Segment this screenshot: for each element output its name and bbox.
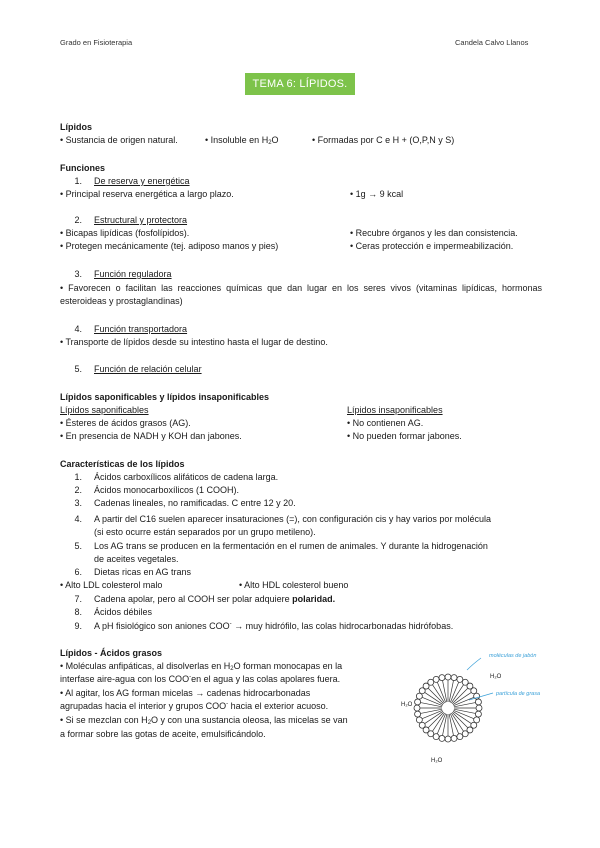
funcion-5-number: 5. bbox=[74, 364, 82, 374]
saponificables-item-2: • En presencia de NADH y KOH dan jabones. bbox=[60, 431, 242, 441]
fatty-acid-tail bbox=[454, 703, 476, 707]
label-particle: partícula de grasa bbox=[496, 691, 541, 697]
label-h2o-bottom: H₂O bbox=[431, 758, 443, 764]
insaponificables-item-2: • No pueden formar jabones. bbox=[347, 431, 462, 441]
caracteristica-number: 3. bbox=[74, 498, 82, 508]
funcion-4-title: Función transportadora bbox=[94, 324, 188, 334]
polar-head bbox=[415, 711, 421, 717]
funcion-2-title: Estructural y protectora bbox=[94, 215, 188, 225]
caracteristica-text-cont: de aceites vegetales. bbox=[94, 554, 179, 564]
fatty-acid-tail bbox=[454, 710, 474, 718]
polar-head bbox=[414, 705, 420, 711]
fatty-acid-tail bbox=[443, 714, 447, 736]
fatty-acid-tail bbox=[449, 681, 453, 703]
fatty-acid-tail bbox=[449, 714, 453, 736]
polar-head bbox=[415, 699, 421, 705]
polar-head bbox=[416, 717, 422, 723]
caracteristica-number: 9. bbox=[74, 621, 82, 631]
funcion-1-line-1: • Principal reserva energética a largo plazo. bbox=[60, 189, 234, 199]
header-left: Grado en Fisioterapia bbox=[60, 38, 133, 47]
acidos-paragraph-3a: • Si se mezclan con $H_2O$ y con una sustancia oleosa, las micelas se van bbox=[60, 715, 348, 726]
funcion-2-line-2: • Protegen mecánicamente (tej. adiposo manos y pies) bbox=[60, 241, 279, 251]
fatty-acid-tail bbox=[454, 697, 474, 705]
caracteristica-number: 4. bbox=[74, 514, 82, 524]
section-heading-acidos-grasos: Lípidos - Ácidos grasos bbox=[60, 648, 163, 658]
lipidos-bullet-2: • Insoluble en $H_2O$ bbox=[205, 135, 279, 146]
saponificables-title: Lípidos saponificables bbox=[60, 405, 149, 415]
section-heading-lipidos: Lípidos bbox=[60, 122, 92, 132]
fatty-acid-tail bbox=[454, 709, 476, 713]
lipidos-bullet-3: • Formadas por C e H + (O,P,N y S) bbox=[312, 135, 455, 145]
polar-head bbox=[476, 705, 482, 711]
section-heading-caracteristicas: Características de los lípidos bbox=[60, 459, 185, 469]
polar-head bbox=[457, 734, 463, 740]
hdl-bullet: • Alto HDL colesterol bueno bbox=[239, 580, 349, 590]
funcion-1-right-1: • 1g → 9 kcal bbox=[350, 189, 404, 199]
label-molecules: moléculas de jabón bbox=[489, 653, 537, 659]
header-right: Candela Calvo Llanos bbox=[455, 38, 529, 47]
funcion-1-number: 1. bbox=[74, 176, 82, 186]
label-h2o-top: H₂O bbox=[490, 674, 502, 680]
caracteristica-text: Los AG trans se producen en la fermentación en el rumen de animales. Y durante la hidrogenación bbox=[94, 541, 488, 551]
polar-head bbox=[451, 675, 457, 681]
saponificables-item-1: • Ésteres de ácidos grasos (AG). bbox=[60, 418, 191, 428]
fatty-acid-tail bbox=[421, 703, 443, 707]
acidos-paragraph-3c: a formar sobre las gotas de aceite, emulsificándolo. bbox=[60, 729, 266, 739]
funcion-2-right-1: • Recubre órganos y les dan consistencia. bbox=[350, 228, 518, 238]
polar-head bbox=[439, 675, 445, 681]
polar-head bbox=[439, 735, 445, 741]
funcion-1-title: De reserva y energética bbox=[94, 176, 190, 186]
acidos-paragraph-1b: interfase aire-agua con los COO-en el agua y las colas apolares fuera. bbox=[60, 674, 341, 684]
funcion-3-title: Función reguladora bbox=[94, 269, 172, 279]
acidos-paragraph-2a: • Al agitar, los AG forman micelas → cadenas hidrocarbonadas bbox=[60, 688, 311, 698]
section-heading-funciones: Funciones bbox=[60, 163, 106, 173]
lipidos-bullet-1: • Sustancia de origen natural. bbox=[60, 135, 178, 145]
fatty-acid-tail bbox=[422, 710, 442, 718]
funcion-2-number: 2. bbox=[74, 215, 82, 225]
funcion-3-text: • Favorecen o facilitan las reacciones químicas que dan lugar en los seres vivos (vitaminas lipídicas, hormonas esteroideas y prostaglandinas) bbox=[60, 283, 542, 306]
funcion-3-number: 3. bbox=[74, 269, 82, 279]
funcion-2-line-1: • Bicapas lipídicas (fosfolípidos). bbox=[60, 228, 190, 238]
polar-head bbox=[445, 674, 451, 680]
caracteristica-number: 6. bbox=[74, 567, 82, 577]
caracteristica-number: 5. bbox=[74, 541, 82, 551]
fatty-acid-tail bbox=[450, 682, 458, 702]
caracteristica-text: A partir del C16 suelen aparecer insaturaciones (=), con configuración cis y hay varios por molécula bbox=[94, 514, 491, 524]
polar-head bbox=[475, 699, 481, 705]
funcion-2-right-2: • Ceras protección e impermeabilización. bbox=[350, 241, 514, 251]
section-heading-saponificables: Lípidos saponificables y lípidos insaponificables bbox=[60, 392, 270, 402]
caracteristica-number: 7. bbox=[74, 594, 82, 604]
caracteristica-number: 8. bbox=[74, 607, 82, 617]
caracteristica-text: Cadena apolar, pero al COOH ser polar adquiere polaridad. bbox=[94, 594, 336, 604]
caracteristica-text: Ácidos monocarboxílicos (1 COOH). bbox=[94, 485, 240, 495]
acidos-paragraph-2b: agrupadas hacia el interior y grupos COO- hacia el exterior acuoso. bbox=[60, 701, 329, 711]
title-banner bbox=[245, 73, 355, 95]
fatty-acid-tail bbox=[443, 681, 447, 703]
page-title: TEMA 6: LÍPIDOS. bbox=[252, 78, 348, 90]
label-h2o-left: H₂O bbox=[401, 702, 413, 708]
insaponificables-item-1: • No contienen AG. bbox=[347, 418, 424, 428]
caracteristica-text: Ácidos carboxílicos alifáticos de cadena larga. bbox=[94, 472, 279, 482]
insaponificables-title: Lípidos insaponificables bbox=[347, 405, 443, 415]
caracteristica-text-cont: (si esto ocurre están separados por un grupo metileno). bbox=[94, 527, 316, 537]
funcion-4-number: 4. bbox=[74, 324, 82, 334]
caracteristica-text: A pH fisiológico son aniones COO- → muy hidrófilo, las colas hidrocarbonadas hidrófobas. bbox=[94, 621, 454, 631]
polar-head bbox=[433, 676, 439, 682]
caracteristica-text: Cadenas lineales, no ramificadas. C entre 12 y 20. bbox=[94, 498, 296, 508]
caracteristica-number: 1. bbox=[74, 472, 82, 482]
micelle-diagram bbox=[393, 648, 543, 768]
fatty-acid-tail bbox=[437, 682, 445, 702]
fatty-acid-tail bbox=[450, 714, 458, 734]
funcion-4-text: • Transporte de lípidos desde su intestino hasta el lugar de destino. bbox=[60, 337, 328, 347]
fatty-acid-tail bbox=[421, 709, 443, 713]
caracteristica-text: Dietas ricas en AG trans bbox=[94, 567, 192, 577]
polar-head bbox=[475, 711, 481, 717]
fatty-acid-tail bbox=[437, 714, 445, 734]
ldl-bullet: • Alto LDL colesterol malo bbox=[60, 580, 163, 590]
funcion-5-title: Función de relación celular bbox=[94, 364, 202, 374]
polar-head bbox=[451, 735, 457, 741]
acidos-paragraph-1a: • Moléculas anfipáticas, al disolverlas en $H_2O$ forman monocapas en la bbox=[60, 661, 343, 672]
caracteristica-number: 2. bbox=[74, 485, 82, 495]
caracteristica-text: Ácidos débiles bbox=[94, 607, 153, 617]
polar-head bbox=[445, 736, 451, 742]
fatty-acid-tail bbox=[422, 697, 442, 705]
